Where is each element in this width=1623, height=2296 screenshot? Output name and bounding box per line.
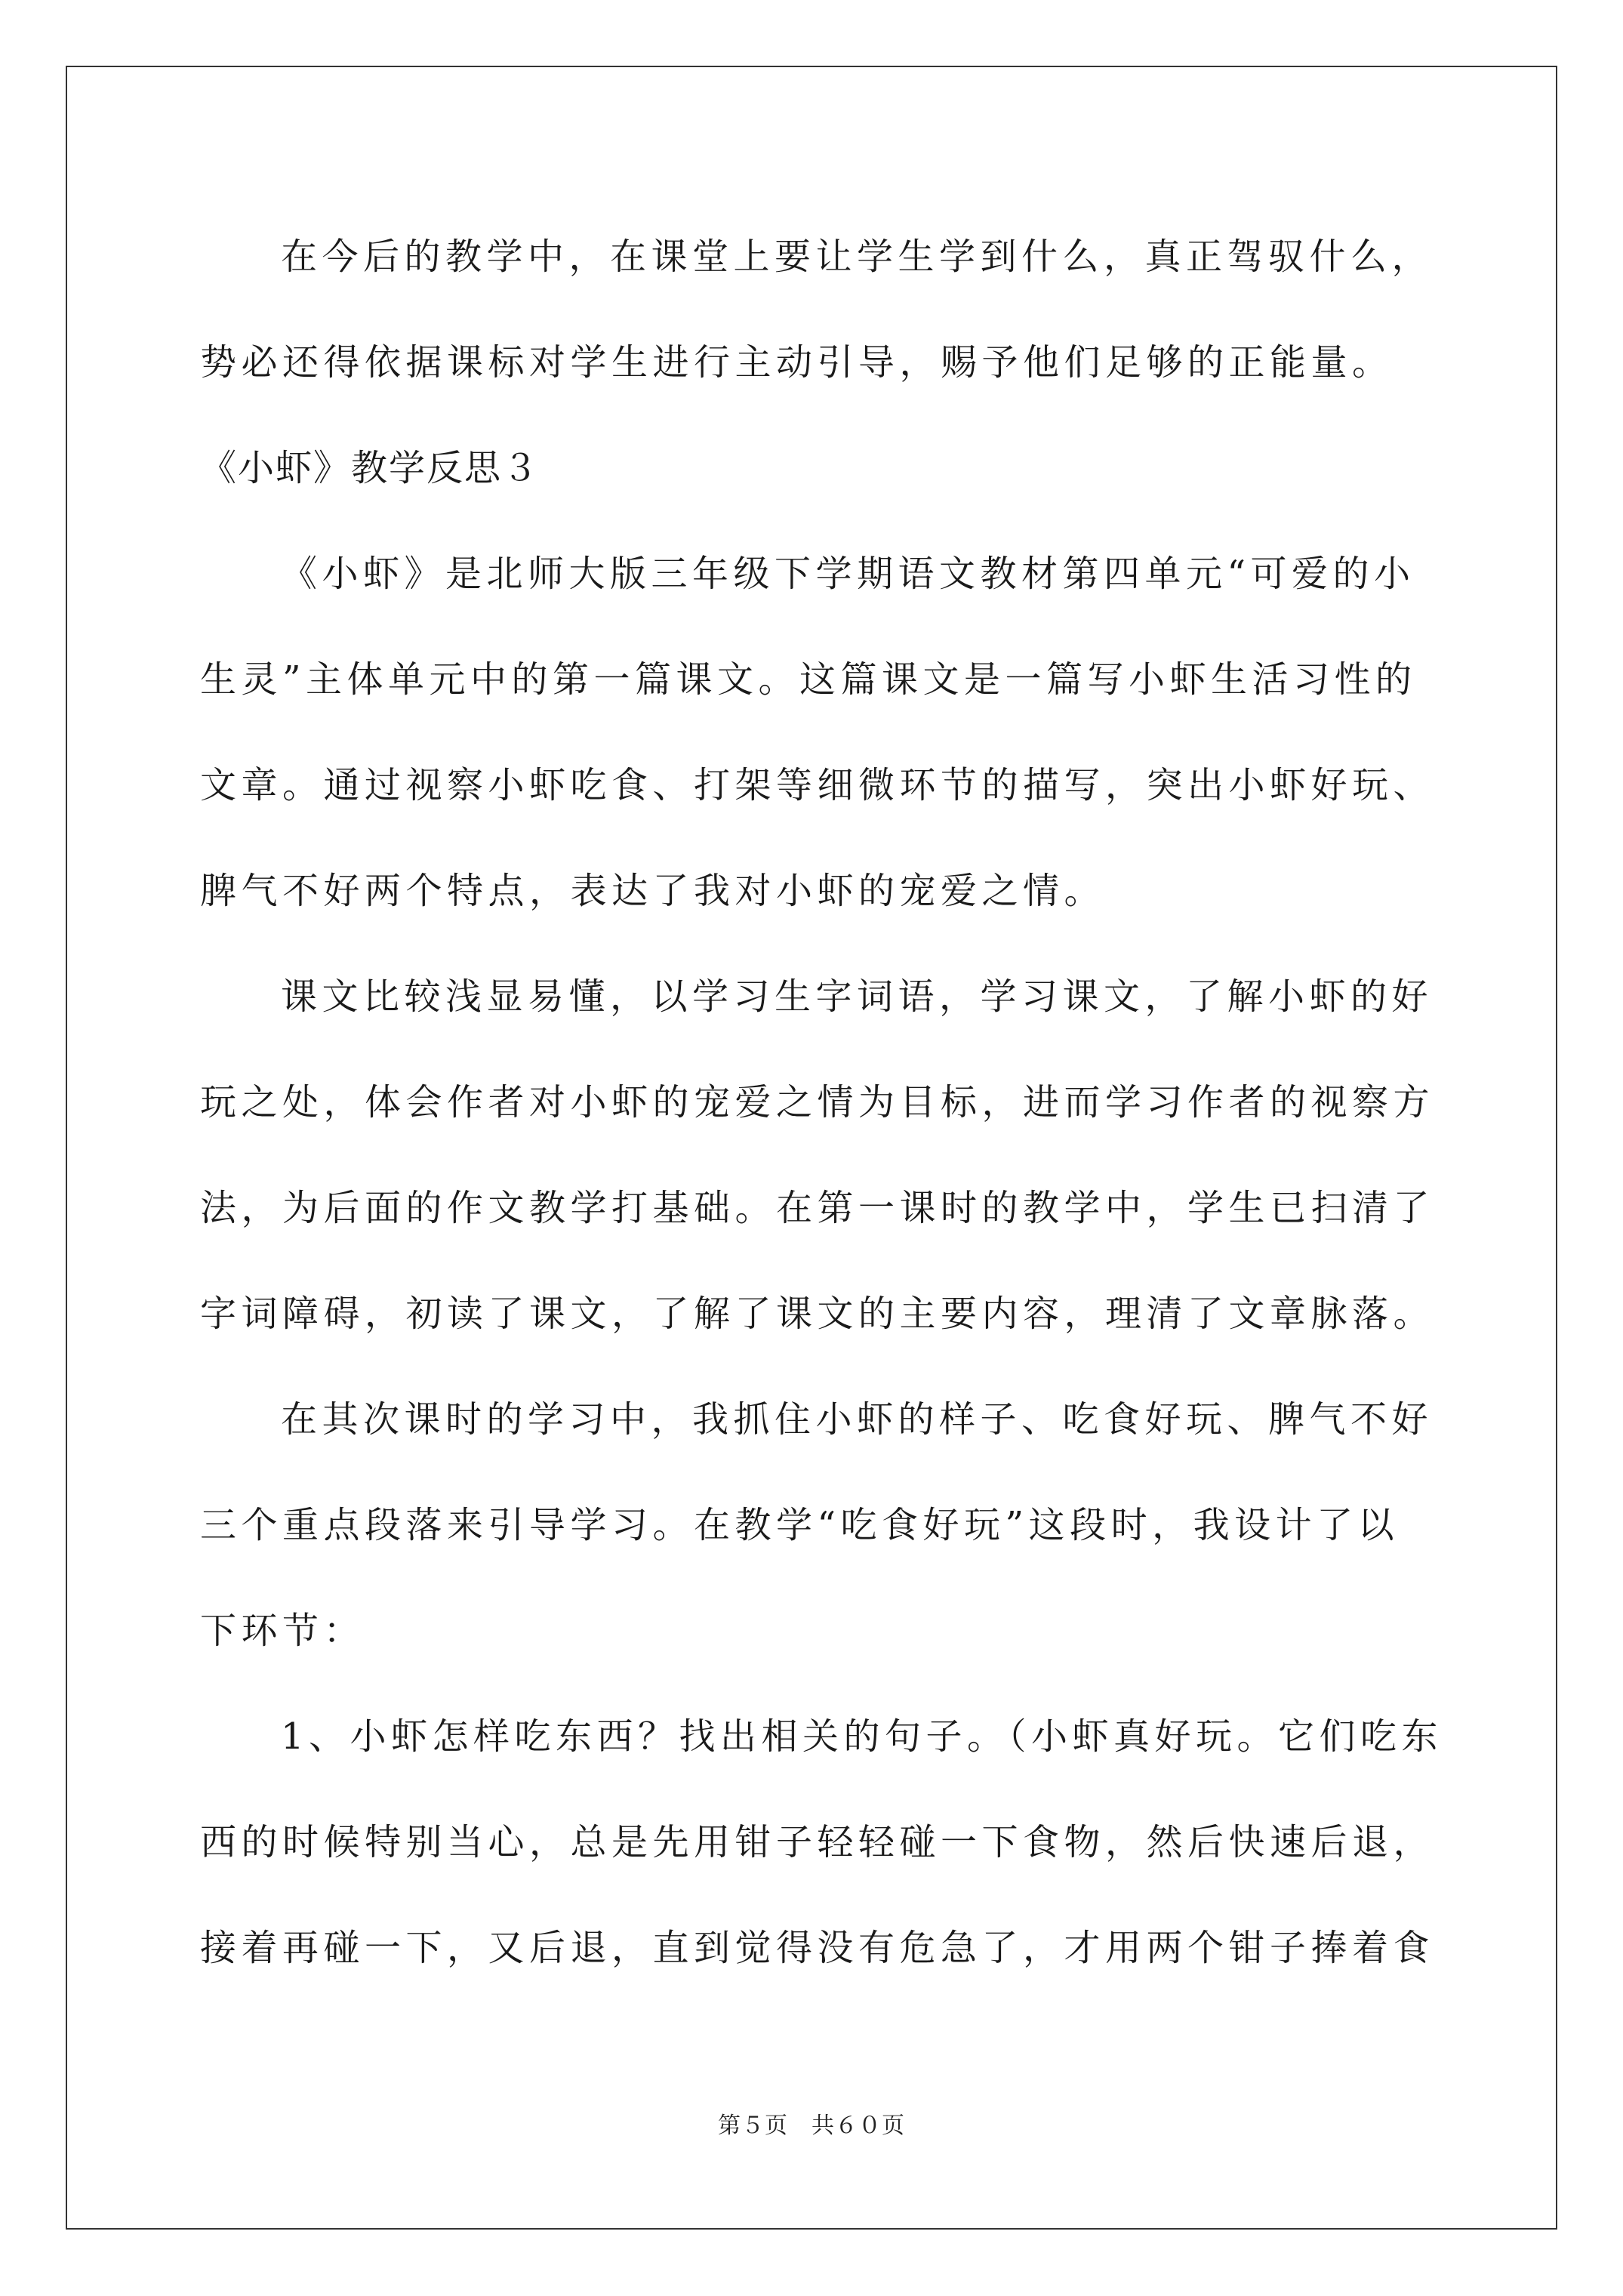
paragraph-line: 势必还得依据课标对学生进行主动引导，赐予他们足够的正能量。 xyxy=(200,341,1394,384)
paragraph-line: 法，为后面的作文教学打基础。在第一课时的教学中，学生已扫清了 xyxy=(200,1187,1435,1229)
paragraph-line: 接着再碰一下，又后退，直到觉得没有危急了，才用两个钳子捧着食 xyxy=(200,1927,1435,1969)
paragraph-line: 西的时候特别当心，总是先用钳子轻轻碰一下食物，然后快速后退， xyxy=(200,1821,1435,1863)
paragraph-line: 课文比较浅显易懂，以学习生字词语，学习课文，了解小虾的好 xyxy=(281,975,1434,1018)
paragraph-line: 三个重点段落来引导学习。在教学“吃食好玩”这段时，我设计了以 xyxy=(200,1504,1400,1546)
paragraph-line: 脾气不好两个特点，表达了我对小虾的宠爱之情。 xyxy=(200,870,1106,912)
paragraph-line: 生灵”主体单元中的第一篇课文。这篇课文是一篇写小虾生活习性的 xyxy=(200,658,1417,701)
paragraph-line: 在其次课时的学习中，我抓住小虾的样子、吃食好玩、脾气不好 xyxy=(281,1398,1434,1441)
page-border xyxy=(66,66,1557,2230)
section-heading: 《小虾》教学反思３ xyxy=(200,447,540,489)
paragraph-line: 在今后的教学中，在课堂上要让学生学到什么，真正驾驭什么， xyxy=(281,236,1434,278)
paragraph-line: 下环节： xyxy=(200,1610,365,1652)
paragraph-line: 玩之处，体会作者对小虾的宠爱之情为目标，进而学习作者的视察方 xyxy=(200,1081,1435,1123)
paragraph-line: 《小虾》是北师大版三年级下学期语文教材第四单元“可爱的小 xyxy=(281,553,1415,595)
paragraph-line: 字词障碍，初读了课文，了解了课文的主要内容，理清了文章脉落。 xyxy=(200,1293,1435,1335)
paragraph-line: 1、小虾怎样吃东西？找出相关的句子。（小虾真好玩。它们吃东 xyxy=(281,1715,1443,1758)
page-number: 第５页 共６０页 xyxy=(718,2113,905,2139)
paragraph-line: 文章。通过视察小虾吃食、打架等细微环节的描写，突出小虾好玩、 xyxy=(200,764,1435,806)
